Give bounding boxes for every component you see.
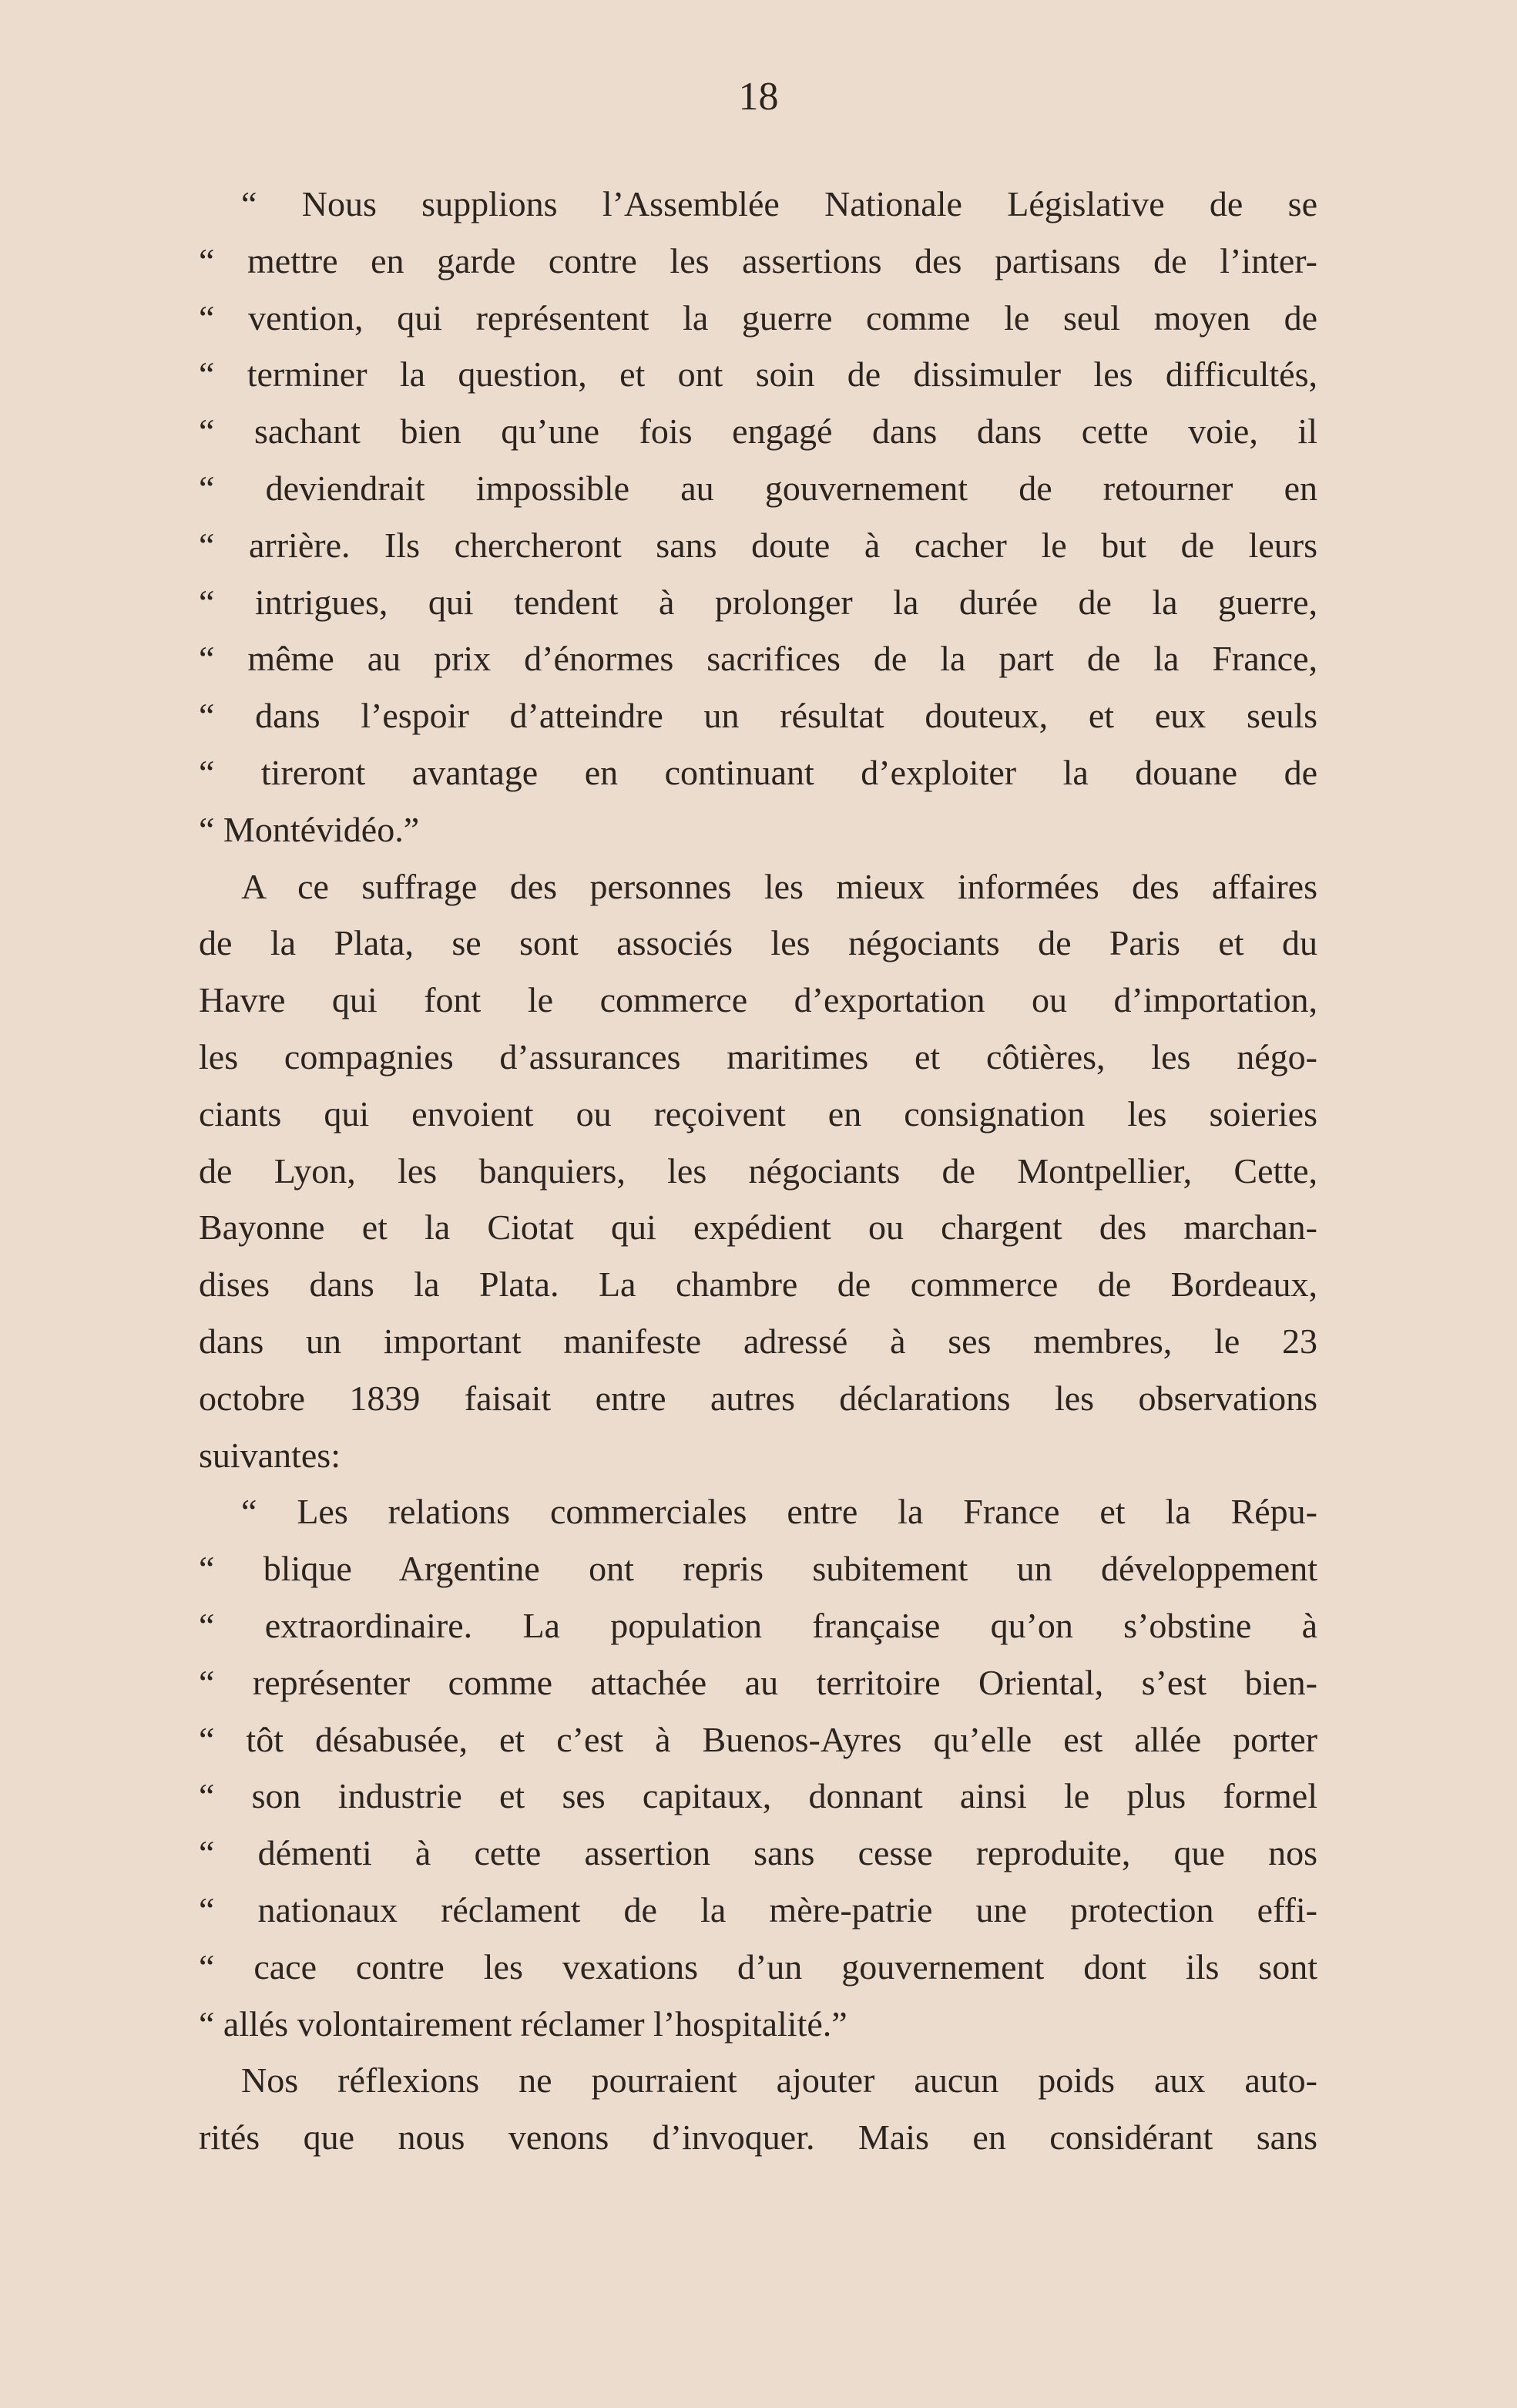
- text-line: “ son industrie et ses capitaux, donnant ainsi le plus formel: [199, 1776, 1317, 1816]
- text-line: de la Plata, se sont associés les négociants de Paris et du: [199, 923, 1317, 963]
- text-line: dises dans la Plata. La chambre de commerce de Bordeaux,: [199, 1264, 1317, 1305]
- text-line: “ même au prix d’énormes sacrifices de la part de la France,: [199, 639, 1317, 679]
- text-line: octobre 1839 faisait entre autres déclarations les observations: [199, 1378, 1317, 1418]
- text-line: “ représenter comme attachée au territoire Oriental, s’est bien-: [199, 1662, 1317, 1702]
- paragraph-quote-bordeaux: [199, 1483, 1317, 2052]
- text-line: “ arrière. Ils chercheront sans doute à cacher le but de leurs: [199, 525, 1317, 565]
- text-line: A ce suffrage des personnes les mieux informées des affaires: [241, 866, 1317, 906]
- text-line: les compagnies d’assurances maritimes et côtières, les négo-: [199, 1036, 1317, 1076]
- paragraph-merchants: [199, 858, 1317, 1484]
- text-line: “ dans l’espoir d’atteindre un résultat douteux, et eux seuls: [199, 696, 1317, 736]
- text-line: ciants qui envoient ou reçoivent en consignation les soieries: [199, 1093, 1317, 1133]
- text-line: “ deviendrait impossible au gouvernement de retourner en: [199, 468, 1317, 508]
- text-line: Havre qui font le commerce d’exportation ou d’importation,: [199, 980, 1317, 1020]
- page-number: 18: [738, 75, 779, 119]
- text-line: “ extraordinaire. La population française qu’on s’obstine à: [199, 1605, 1317, 1645]
- text-line: “ sachant bien qu’une fois engagé dans dans cette voie, il: [199, 411, 1317, 452]
- paragraph-reflections: [199, 2052, 1317, 2166]
- text-line: “ démenti à cette assertion sans cesse reproduite, que nos: [199, 1833, 1317, 1873]
- text-line: “ mettre en garde contre les assertions des partisans de l’inter-: [199, 240, 1317, 280]
- text-line: “ blique Argentine ont repris subitement un développement: [199, 1549, 1317, 1589]
- text-line: “ intrigues, qui tendent à prolonger la durée de la guerre,: [199, 582, 1317, 622]
- body-text: [199, 176, 1317, 2166]
- text-line: “ terminer la question, et ont soin de dissimuler les difficultés,: [199, 354, 1317, 395]
- text-line: Nos réflexions ne pourraient ajouter aucun poids aux auto-: [241, 2060, 1317, 2101]
- text-line: “ tôt désabusée, et c’est à Buenos-Ayres qu’elle est allée porter: [199, 1719, 1317, 1759]
- text-line: Bayonne et la Ciotat qui expédient ou chargent des marchan-: [199, 1207, 1317, 1248]
- text-line: dans un important manifeste adressé à ses membres, le 23: [199, 1321, 1317, 1361]
- text-line: “ allés volontairement réclamer l’hospitalité.”: [199, 2003, 847, 2044]
- text-line: “ Nous supplions l’Assemblée Nationale Législative de se: [241, 184, 1317, 223]
- text-line: “ vention, qui représentent la guerre comme le seul moyen de: [199, 297, 1317, 338]
- paragraph-quote-petition: [199, 176, 1317, 858]
- text-line: “ cace contre les vexations d’un gouvernement dont ils sont: [199, 1946, 1317, 1987]
- text-line: rités que nous venons d’invoquer. Mais en considérant sans: [199, 2117, 1317, 2158]
- text-line: “ tireront avantage en continuant d’exploiter la douane de: [199, 752, 1317, 792]
- text-line: de Lyon, les banquiers, les négociants de Montpellier, Cette,: [199, 1150, 1317, 1191]
- text-line: “ Montévidéo.”: [199, 809, 420, 849]
- text-line: suivantes:: [199, 1435, 341, 1475]
- text-line: “ nationaux réclament de la mère-patrie une protection effi-: [199, 1889, 1317, 1929]
- text-line: “ Les relations commerciales entre la France et la Répu-: [241, 1492, 1317, 1532]
